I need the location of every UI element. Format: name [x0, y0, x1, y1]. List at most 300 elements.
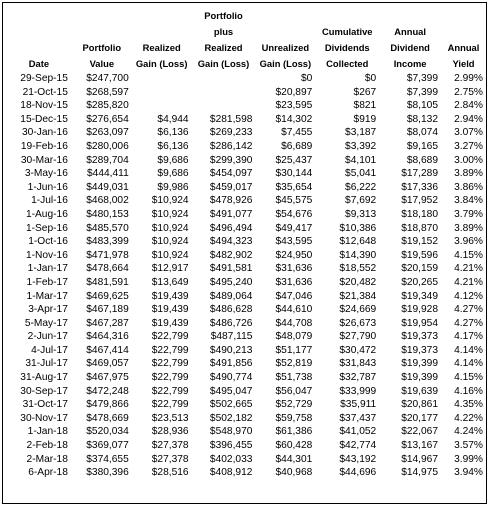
- cell-unrealized-gain: $31,636: [275, 263, 313, 275]
- cell-annual-yield: 4.15%: [454, 249, 483, 261]
- cell-realized-gain: $22,799: [151, 344, 189, 356]
- cell-annual-dividend-income: $14,975: [401, 467, 439, 479]
- table-row: [6, 154, 486, 168]
- cell-cumulative-dividends: $33,999: [339, 385, 377, 397]
- table-row: [6, 412, 486, 426]
- cell-portfolio-value: $467,414: [86, 344, 129, 356]
- cell-cumulative-dividends: $18,552: [339, 263, 377, 275]
- cell-realized-gain: $10,924: [151, 222, 189, 234]
- cell-realized-gain: $22,799: [151, 399, 189, 411]
- table-row: [6, 249, 486, 263]
- table-row: [6, 344, 486, 358]
- table-row: [6, 262, 486, 276]
- cell-cumulative-dividends: $3,392: [345, 140, 377, 152]
- cell-portfolio-plus-realized: $478,926: [209, 195, 253, 207]
- cell-unrealized-gain: $20,897: [275, 86, 313, 98]
- cell-portfolio-plus-realized: $502,182: [209, 412, 253, 424]
- cell-realized-gain: $13,649: [151, 276, 189, 288]
- cell-cumulative-dividends: $10,386: [339, 222, 377, 234]
- cell-date: 19-Feb-16: [20, 140, 68, 152]
- table-row: [6, 330, 486, 344]
- cell-cumulative-dividends: $43,192: [339, 453, 377, 465]
- cell-cumulative-dividends: $14,390: [339, 249, 377, 261]
- cell-date: 30-Mar-16: [20, 154, 68, 166]
- cell-date: 1-Nov-16: [25, 249, 68, 261]
- cell-portfolio-plus-realized: $396,455: [209, 440, 253, 452]
- cell-cumulative-dividends: $3,187: [345, 127, 377, 139]
- cell-realized-gain: [132, 99, 192, 113]
- cell-annual-dividend-income: $19,373: [401, 331, 439, 343]
- cell-realized-gain: $4,944: [157, 113, 189, 125]
- cell-annual-yield: 4.14%: [454, 344, 483, 356]
- cell-cumulative-dividends: $30,472: [339, 344, 377, 356]
- column-header-date: [6, 8, 72, 72]
- column-header-line: Cumulative: [321, 26, 373, 37]
- cell-annual-yield: 3.89%: [454, 168, 483, 180]
- cell-date: 6-Apr-18: [28, 467, 68, 479]
- cell-portfolio-value: $481,591: [86, 276, 129, 288]
- cell-annual-yield: 2.94%: [454, 113, 483, 125]
- cell-cumulative-dividends: $24,669: [339, 304, 377, 316]
- cell-portfolio-value: $471,978: [86, 249, 129, 261]
- cell-portfolio-value: $380,396: [86, 467, 129, 479]
- cell-annual-dividend-income: $19,639: [401, 385, 439, 397]
- table-body: [6, 72, 486, 480]
- column-header-line: Collected: [326, 58, 369, 69]
- cell-date: 3-Apr-17: [28, 304, 68, 316]
- table-header: [6, 8, 486, 72]
- cell-portfolio-plus-realized: $486,726: [209, 317, 253, 329]
- cell-realized-gain: $9,986: [157, 181, 189, 193]
- cell-portfolio-value: $280,006: [86, 140, 129, 152]
- cell-date: 2-Feb-18: [26, 440, 68, 452]
- table-row: [6, 86, 486, 100]
- cell-realized-gain: $9,686: [157, 154, 189, 166]
- cell-realized-gain: $10,924: [151, 208, 189, 220]
- table-row: [6, 303, 486, 317]
- cell-unrealized-gain: $59,758: [275, 412, 313, 424]
- cell-cumulative-dividends: $919: [353, 113, 377, 125]
- cell-cumulative-dividends: $26,673: [339, 317, 377, 329]
- cell-date: 15-Dec-15: [20, 113, 68, 125]
- column-header-line: Gain (Loss): [197, 58, 250, 69]
- cell-realized-gain: $28,936: [151, 426, 189, 438]
- cell-portfolio-value: $472,248: [86, 385, 129, 397]
- cell-unrealized-gain: $6,689: [281, 140, 313, 152]
- cell-portfolio-plus-realized: $281,598: [209, 113, 253, 125]
- cell-annual-yield: 4.21%: [454, 276, 483, 288]
- cell-date: 31-Jul-17: [25, 358, 68, 370]
- cell-portfolio-plus-realized: $490,774: [209, 372, 253, 384]
- cell-unrealized-gain: $45,575: [275, 195, 313, 207]
- cell-date: 21-Oct-15: [22, 86, 68, 98]
- cell-cumulative-dividends: $42,774: [339, 440, 377, 452]
- cell-annual-yield: 4.27%: [454, 317, 483, 329]
- table-row: [6, 167, 486, 181]
- cell-annual-dividend-income: $14,967: [401, 453, 439, 465]
- cell-portfolio-value: $369,077: [86, 440, 129, 452]
- cell-portfolio-plus-realized: $459,017: [209, 181, 253, 193]
- cell-annual-yield: 3.99%: [454, 453, 483, 465]
- cell-cumulative-dividends: $27,790: [339, 331, 377, 343]
- cell-portfolio-value: $478,669: [86, 412, 129, 424]
- cell-annual-dividend-income: $19,954: [401, 317, 439, 329]
- header-row: [6, 8, 486, 72]
- column-header-line: Yield: [452, 58, 475, 69]
- table-row: [6, 371, 486, 385]
- cell-realized-gain: $19,439: [151, 304, 189, 316]
- table-row: [6, 398, 486, 412]
- column-header-annual-yield: [441, 8, 486, 72]
- cell-portfolio-plus-realized: $491,856: [209, 358, 253, 370]
- table-row: [6, 113, 486, 127]
- cell-portfolio-value: $285,820: [86, 100, 129, 112]
- cell-unrealized-gain: $7,455: [281, 127, 313, 139]
- table-row: [6, 181, 486, 195]
- cell-portfolio-value: $467,287: [86, 317, 129, 329]
- table-row: [6, 425, 486, 439]
- cell-annual-dividend-income: $19,596: [401, 249, 439, 261]
- cell-date: 30-Sep-17: [20, 385, 68, 397]
- cell-cumulative-dividends: $821: [353, 100, 377, 112]
- cell-cumulative-dividends: $0: [364, 73, 377, 84]
- cell-annual-dividend-income: $9,165: [406, 140, 439, 152]
- column-header-portfolio-value: [72, 8, 132, 72]
- cell-cumulative-dividends: $31,843: [339, 358, 377, 370]
- cell-annual-yield: 2.75%: [454, 86, 483, 98]
- cell-annual-yield: 3.89%: [454, 222, 483, 234]
- cell-portfolio-value: $520,034: [86, 426, 129, 438]
- cell-annual-yield: 4.12%: [454, 290, 483, 302]
- cell-portfolio-plus-realized: $502,665: [209, 399, 253, 411]
- table-row: [6, 385, 486, 399]
- cell-annual-dividend-income: $22,067: [401, 426, 439, 438]
- cell-unrealized-gain: $0: [300, 73, 313, 84]
- cell-unrealized-gain: $44,708: [275, 317, 313, 329]
- column-header-line: Realized: [204, 42, 243, 53]
- cell-unrealized-gain: $14,302: [275, 113, 313, 125]
- cell-realized-gain: $28,516: [151, 467, 189, 479]
- cell-unrealized-gain: $51,177: [275, 344, 313, 356]
- cell-unrealized-gain: $49,417: [275, 222, 313, 234]
- cell-realized-gain: [132, 72, 192, 86]
- cell-portfolio-value: $374,655: [86, 453, 129, 465]
- cell-realized-gain: $22,799: [151, 358, 189, 370]
- cell-unrealized-gain: $47,046: [275, 290, 313, 302]
- cell-annual-dividend-income: $20,861: [401, 399, 439, 411]
- table-row: [6, 72, 486, 86]
- cell-date: 1-Jan-17: [27, 263, 68, 275]
- cell-cumulative-dividends: $41,052: [339, 426, 377, 438]
- cell-annual-dividend-income: $17,336: [401, 181, 439, 193]
- cell-unrealized-gain: $52,729: [275, 399, 313, 411]
- cell-portfolio-value: $289,704: [86, 154, 129, 166]
- cell-date: 31-Aug-17: [20, 372, 68, 384]
- cell-unrealized-gain: $25,437: [275, 154, 313, 166]
- cell-portfolio-value: $480,153: [86, 208, 129, 220]
- cell-annual-dividend-income: $19,399: [401, 358, 439, 370]
- cell-unrealized-gain: $44,301: [275, 453, 313, 465]
- cell-portfolio-value: $469,057: [86, 358, 129, 370]
- cell-annual-dividend-income: $13,167: [401, 440, 439, 452]
- cell-annual-yield: 4.14%: [454, 358, 483, 370]
- cell-annual-dividend-income: $17,952: [401, 195, 439, 207]
- cell-realized-gain: $10,924: [151, 236, 189, 248]
- column-header-line: Realized: [142, 42, 181, 53]
- column-header-line: Gain (Loss): [259, 58, 312, 69]
- cell-annual-dividend-income: $7,399: [406, 86, 439, 98]
- table-row: [6, 317, 486, 331]
- column-header-line: Portfolio: [82, 42, 122, 53]
- cell-portfolio-plus-realized: $491,581: [209, 263, 253, 275]
- cell-date: 2-Mar-18: [26, 453, 68, 465]
- cell-cumulative-dividends: $35,911: [340, 399, 377, 411]
- cell-portfolio-value: $247,700: [86, 73, 129, 84]
- cell-portfolio-plus-realized: $495,240: [209, 276, 253, 288]
- cell-realized-gain: $23,513: [151, 412, 189, 424]
- column-header-line: Income: [393, 58, 427, 69]
- cell-cumulative-dividends: $32,787: [339, 372, 377, 384]
- table-row: [6, 466, 486, 480]
- cell-cumulative-dividends: $5,041: [345, 168, 377, 180]
- cell-portfolio-plus-realized: $454,097: [209, 168, 253, 180]
- cell-cumulative-dividends: $44,696: [339, 467, 377, 479]
- cell-cumulative-dividends: $4,101: [345, 154, 377, 166]
- cell-portfolio-plus-realized: $490,213: [209, 344, 253, 356]
- cell-annual-dividend-income: $8,689: [406, 154, 439, 166]
- column-header-cumulative-dividends: [315, 8, 379, 72]
- cell-portfolio-plus-realized: $482,902: [209, 249, 253, 261]
- table-row: [6, 208, 486, 222]
- cell-portfolio-plus-realized: $408,912: [209, 467, 253, 479]
- column-header-line: Dividends: [324, 42, 370, 53]
- column-header-unrealized-gain: [255, 8, 315, 72]
- cell-portfolio-plus-realized: $269,233: [209, 127, 253, 139]
- cell-portfolio-value: $444,411: [87, 168, 129, 180]
- cell-annual-dividend-income: $8,132: [406, 113, 439, 125]
- column-header-realized-gain: [132, 8, 192, 72]
- cell-annual-yield: 3.57%: [454, 440, 483, 452]
- cell-realized-gain: $6,136: [157, 127, 189, 139]
- cell-unrealized-gain: $48,079: [275, 331, 313, 343]
- cell-unrealized-gain: $51,738: [275, 372, 313, 384]
- cell-portfolio-plus-realized: [192, 99, 256, 113]
- cell-unrealized-gain: $44,610: [275, 304, 313, 316]
- cell-portfolio-plus-realized: $494,323: [209, 236, 253, 248]
- cell-realized-gain: $12,917: [151, 263, 189, 275]
- cell-annual-yield: 3.94%: [454, 467, 483, 479]
- cell-cumulative-dividends: $7,692: [345, 195, 377, 207]
- cell-date: 1-Jan-18: [27, 426, 68, 438]
- cell-annual-yield: 3.00%: [454, 154, 483, 166]
- cell-unrealized-gain: $54,676: [275, 208, 313, 220]
- cell-annual-yield: 4.15%: [454, 372, 483, 384]
- cell-cumulative-dividends: $6,222: [345, 181, 377, 193]
- cell-realized-gain: $22,799: [151, 331, 189, 343]
- cell-unrealized-gain: $24,950: [275, 249, 313, 261]
- cell-realized-gain: $19,439: [151, 317, 189, 329]
- cell-annual-dividend-income: $19,349: [401, 290, 439, 302]
- cell-annual-dividend-income: $19,399: [401, 372, 439, 384]
- cell-annual-yield: 4.22%: [454, 412, 483, 424]
- cell-portfolio-value: $464,316: [86, 331, 129, 343]
- cell-annual-dividend-income: $8,074: [406, 127, 439, 139]
- cell-date: 4-Jul-17: [31, 344, 68, 356]
- column-header-line: Value: [89, 58, 115, 69]
- cell-portfolio-plus-realized: [192, 72, 256, 86]
- cell-realized-gain: $22,799: [151, 372, 189, 384]
- cell-date: 1-Jul-16: [31, 195, 68, 207]
- cell-portfolio-value: $263,097: [86, 127, 129, 139]
- cell-portfolio-value: $268,597: [86, 86, 129, 98]
- column-header-line: Date: [28, 58, 50, 69]
- portfolio-table: [6, 8, 486, 480]
- cell-annual-yield: 4.35%: [454, 399, 483, 411]
- cell-portfolio-plus-realized: [192, 86, 256, 100]
- cell-annual-yield: 3.86%: [454, 181, 483, 193]
- cell-cumulative-dividends: $37,437: [339, 412, 377, 424]
- cell-annual-dividend-income: $19,928: [401, 304, 439, 316]
- cell-annual-yield: 2.99%: [454, 73, 483, 84]
- cell-portfolio-value: $478,664: [86, 263, 129, 275]
- cell-unrealized-gain: $31,636: [275, 276, 313, 288]
- cell-realized-gain: $27,378: [151, 440, 189, 452]
- cell-annual-dividend-income: $18,870: [401, 222, 439, 234]
- cell-realized-gain: $22,799: [151, 385, 189, 397]
- cell-date: 1-Oct-16: [28, 236, 68, 248]
- cell-unrealized-gain: $23,595: [275, 100, 313, 112]
- cell-cumulative-dividends: $267: [353, 86, 377, 98]
- cell-realized-gain: $19,439: [151, 290, 189, 302]
- cell-unrealized-gain: $43,595: [275, 236, 313, 248]
- cell-realized-gain: $27,378: [151, 453, 189, 465]
- cell-portfolio-value: $467,975: [86, 372, 129, 384]
- cell-annual-yield: 4.27%: [454, 304, 483, 316]
- cell-date: 2-Jun-17: [27, 331, 68, 343]
- cell-unrealized-gain: $61,386: [275, 426, 313, 438]
- cell-date: 30-Jan-16: [22, 127, 68, 139]
- cell-unrealized-gain: $56,047: [275, 385, 313, 397]
- cell-date: 1-Jun-16: [27, 181, 68, 193]
- cell-unrealized-gain: $52,819: [275, 358, 313, 370]
- table-row: [6, 194, 486, 208]
- cell-portfolio-plus-realized: $489,064: [209, 290, 253, 302]
- cell-portfolio-value: $483,399: [86, 236, 129, 248]
- cell-cumulative-dividends: $12,648: [339, 236, 377, 248]
- cell-realized-gain: $6,136: [157, 140, 189, 152]
- cell-portfolio-plus-realized: $496,494: [209, 222, 253, 234]
- cell-annual-dividend-income: $20,159: [401, 263, 439, 275]
- cell-portfolio-plus-realized: $402,033: [209, 453, 253, 465]
- cell-annual-yield: 4.16%: [454, 385, 483, 397]
- table-row: [6, 99, 486, 113]
- cell-portfolio-plus-realized: $491,077: [209, 208, 253, 220]
- table-row: [6, 290, 486, 304]
- cell-annual-yield: 4.17%: [454, 331, 483, 343]
- cell-annual-dividend-income: $19,373: [401, 344, 439, 356]
- column-header-line: Dividend: [390, 42, 430, 53]
- cell-portfolio-plus-realized: $286,142: [209, 140, 253, 152]
- table-frame: [2, 2, 487, 504]
- cell-portfolio-plus-realized: $487,115: [210, 331, 253, 343]
- cell-date: 31-Oct-17: [22, 399, 68, 411]
- cell-date: 1-Aug-16: [25, 208, 68, 220]
- table-row: [6, 126, 486, 140]
- cell-date: 3-May-16: [24, 168, 68, 180]
- cell-portfolio-value: $276,654: [86, 113, 129, 125]
- cell-annual-dividend-income: $17,289: [401, 168, 439, 180]
- cell-date: 29-Sep-15: [20, 73, 68, 84]
- cell-unrealized-gain: $60,428: [275, 440, 313, 452]
- cell-annual-dividend-income: $18,180: [401, 208, 439, 220]
- cell-annual-yield: 3.84%: [454, 195, 483, 207]
- cell-portfolio-value: $468,002: [86, 195, 129, 207]
- cell-date: 18-Nov-15: [20, 100, 68, 112]
- cell-realized-gain: $10,924: [151, 249, 189, 261]
- cell-annual-yield: 3.96%: [454, 236, 483, 248]
- column-header-portfolio-plus-realized: [192, 8, 256, 72]
- cell-portfolio-value: $469,625: [86, 290, 129, 302]
- cell-annual-yield: 3.27%: [454, 140, 483, 152]
- cell-cumulative-dividends: $9,313: [345, 208, 377, 220]
- cell-annual-dividend-income: $8,105: [406, 100, 439, 112]
- cell-portfolio-value: $485,570: [86, 222, 129, 234]
- cell-realized-gain: $10,924: [151, 195, 189, 207]
- column-header-line: plus: [213, 26, 234, 37]
- cell-annual-dividend-income: $20,265: [401, 276, 439, 288]
- cell-cumulative-dividends: $21,384: [339, 290, 377, 302]
- column-header-line: Annual: [394, 26, 426, 37]
- cell-portfolio-plus-realized: $299,390: [209, 154, 253, 166]
- table-row: [6, 235, 486, 249]
- column-header-line: Unrealized: [261, 42, 310, 53]
- cell-unrealized-gain: $35,654: [275, 181, 313, 193]
- table-row: [6, 276, 486, 290]
- cell-unrealized-gain: $30,144: [275, 168, 313, 180]
- cell-portfolio-value: $479,866: [86, 399, 129, 411]
- cell-date: 5-May-17: [24, 317, 68, 329]
- table-row: [6, 439, 486, 453]
- cell-date: 30-Nov-17: [20, 412, 68, 424]
- column-header-line: Gain (Loss): [135, 58, 188, 69]
- cell-portfolio-plus-realized: $548,970: [209, 426, 253, 438]
- cell-realized-gain: [132, 86, 192, 100]
- cell-date: 1-Mar-17: [26, 290, 68, 302]
- table-row: [6, 357, 486, 371]
- cell-annual-yield: 3.07%: [454, 127, 483, 139]
- column-header-line: Portfolio: [204, 10, 243, 21]
- column-header-line: Annual: [447, 42, 480, 53]
- cell-date: 1-Sep-16: [25, 222, 68, 234]
- cell-portfolio-plus-realized: $486,628: [209, 304, 253, 316]
- cell-annual-dividend-income: $19,152: [401, 236, 439, 248]
- cell-annual-yield: 2.84%: [454, 100, 483, 112]
- table-row: [6, 140, 486, 154]
- cell-unrealized-gain: $40,968: [275, 467, 313, 479]
- table-row: [6, 453, 486, 467]
- cell-date: 1-Feb-17: [26, 276, 68, 288]
- cell-annual-dividend-income: $7,399: [406, 73, 439, 84]
- column-header-annual-dividend-income: [379, 8, 441, 72]
- cell-annual-yield: 3.79%: [454, 208, 483, 220]
- cell-cumulative-dividends: $20,482: [339, 276, 377, 288]
- cell-realized-gain: $9,686: [157, 168, 189, 180]
- table-row: [6, 222, 486, 236]
- cell-annual-yield: 4.24%: [454, 426, 483, 438]
- cell-annual-dividend-income: $20,177: [401, 412, 439, 424]
- cell-portfolio-value: $449,031: [86, 181, 129, 193]
- cell-portfolio-plus-realized: $495,047: [209, 385, 253, 397]
